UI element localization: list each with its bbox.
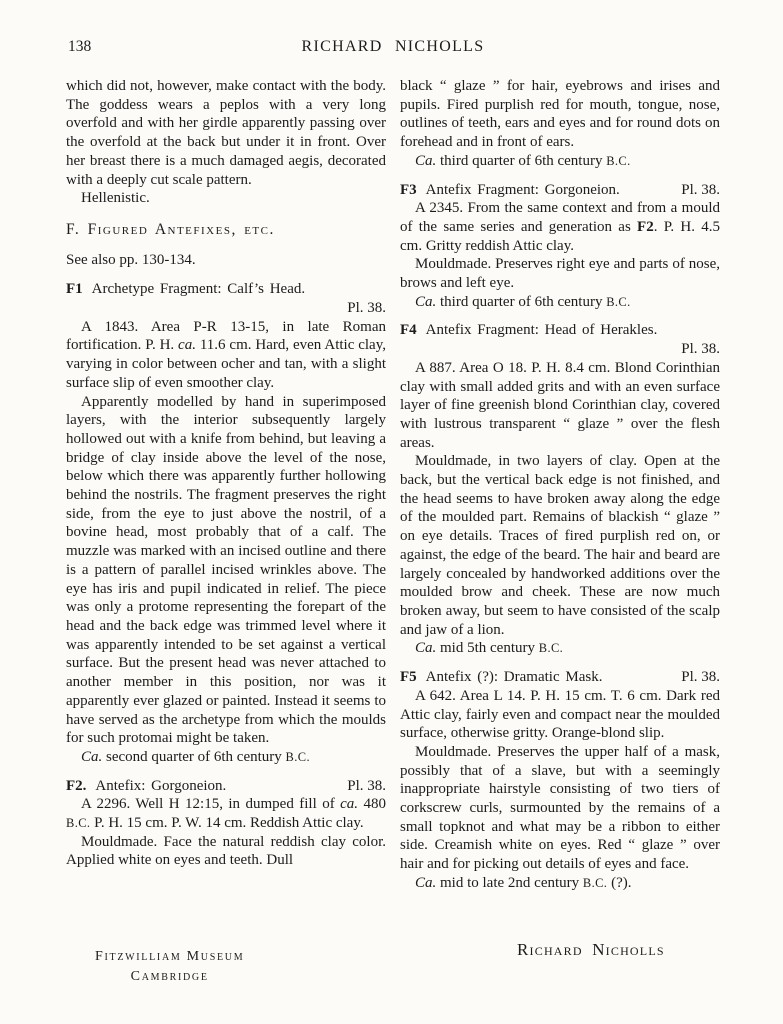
entry-number: F5 (400, 669, 417, 686)
entry-heading-row (66, 280, 386, 299)
entry-title: Antefix Fragment: Gorgoneion. (425, 181, 620, 198)
entry-title: Antefix Fragment: Head of Herakles. (425, 322, 658, 339)
entry-heading-row (66, 777, 386, 796)
plate-line (66, 299, 386, 318)
entry-number: F2. (66, 777, 87, 794)
entry-number: F1 (66, 281, 83, 298)
entry-heading-f4 (400, 321, 720, 358)
entry-f2-description: A 2296. Well H 12:15, in dumped fill of ca. 480 B.C. P. H. 15 cm. P. W. 14 cm. Reddish Attic clay. (66, 796, 387, 832)
plate-reference: Pl. 38. (681, 341, 720, 358)
date-line-f3: Ca. third quarter of 6th century B.C. (415, 293, 631, 310)
date-line-f2: Ca. third quarter of 6th century B.C. (415, 152, 631, 169)
entry-heading-f2 (66, 777, 386, 796)
entry-heading-text (66, 777, 226, 796)
entry-f5-description-2: Mouldmade. Preserves the upper half of a mask, possibly that of a slave, but with a seemingly inappropriate hairstyle consisting of two tiers of corkscrew curls, surmounted by the remains of a small topknot and what may be a ribbon to either side. Creamish white on eyes. Red “ glaze ” over hair and for picking out details of eyes and face. (400, 743, 720, 873)
paragraph-continuation: black “ glaze ” for hair, eyebrows and irises and pupils. Fired purplish red for mouth, tongue, nose, outlines of teeth, ears and eyes and for round dots on forehead and in front of ears. (400, 78, 720, 151)
section-heading-figured-antefixes: F. Figured Antefixes, etc. (66, 220, 275, 238)
plate-reference: Pl. 38. (347, 777, 386, 794)
paragraph-hellenistic: Hellenistic. (81, 190, 150, 207)
entry-number: F3 (400, 181, 417, 198)
right-column (400, 77, 720, 893)
entry-heading-f1 (66, 280, 386, 317)
entry-f4-description: A 887. Area O 18. P. H. 8.4 cm. Blond Corinthian clay with small added grits and with an even surface layer of fine greenish blond Corinthian clay, covered with lustrous transparent “ glaze ” over the flesh areas. (400, 359, 720, 451)
entry-heading-f3 (400, 181, 720, 200)
entry-heading-text (400, 668, 602, 687)
institution-name: Fitzwilliam Museum (95, 949, 245, 964)
entry-heading-text (66, 280, 305, 299)
paragraph-continuation: which did not, however, make contact with the body. The goddess wears a peplos with a very long overfold and with her girdle apparently passing over the overfold at the back but under it in front. Over her breast there is a much damaged aegis, decorated with a deeply cut scale pattern. (66, 78, 386, 188)
entry-heading-row (400, 181, 720, 200)
author-signature: Richard Nicholls (517, 940, 665, 959)
entry-title: Antefix (?): Dramatic Mask. (425, 669, 603, 686)
institution-signature (95, 947, 244, 986)
entry-heading-text (400, 321, 657, 340)
left-column (66, 77, 386, 893)
entry-f5-description: A 642. Area L 14. P. H. 15 cm. T. 6 cm. Dark red Attic clay, fairly even and compact near the moulded surface, otherwise gritty. Orange-blond slip. (400, 687, 720, 742)
text-columns (66, 77, 720, 893)
entry-f2-description-2: Mouldmade. Face the natural reddish clay color. Applied white on eyes and teeth. Dull (66, 833, 386, 869)
entry-f4-description-2: Mouldmade, in two layers of clay. Open at the back, but the vertical back edge is not finished, and the head seems to have broken away along the edge of the moulded part. Remains of blackish “ glaze ” on eye details. Traces of fired purplish red on, or against, the edge of the beard. The hair and beard are largely concealed by handworked additions over the moulded brow and cheek. These are now much broken away, but seem to have consisted of the scalp and jaw of a lion. (400, 453, 720, 638)
entry-heading-f5 (400, 668, 720, 687)
entry-title: Antefix: Gorgoneion. (95, 777, 227, 794)
plate-reference: Pl. 38. (681, 181, 720, 198)
entry-title: Archetype Fragment: Calf’s Head. (91, 281, 306, 298)
entry-f3-description: A 2345. From the same context and from a mould of the same series and generation as F2. P. H. 4.5 cm. Gritty reddish Attic clay. (400, 200, 720, 254)
page-number: 138 (68, 38, 92, 55)
entry-heading-text (400, 181, 620, 200)
see-also-note: See also pp. 130-134. (66, 251, 196, 268)
entry-number: F4 (400, 322, 417, 339)
plate-line (400, 340, 720, 359)
plate-reference: Pl. 38. (347, 300, 386, 317)
date-line-f1: Ca. second quarter of 6th century B.C. (81, 748, 310, 765)
page-header (66, 38, 720, 60)
entry-f3-description-2: Mouldmade. Preserves right eye and parts of nose, brows and left eye. (400, 256, 720, 292)
date-line-f5: Ca. mid to late 2nd century B.C. (?). (415, 874, 632, 891)
plate-reference: Pl. 38. (681, 669, 720, 686)
entry-heading-row (400, 668, 720, 687)
entry-f1-description: A 1843. Area P-R 13-15, in late Roman fortification. P. H. ca. 11.6 cm. Hard, even Attic clay, varying in color between ocher and tan, with a slight surface slip of even smoother clay. (66, 318, 386, 391)
institution-city: Cambridge (130, 968, 209, 984)
date-line-f4: Ca. mid 5th century B.C. (415, 640, 564, 657)
running-title: RICHARD NICHOLLS (301, 38, 485, 55)
entry-f1-description-2: Apparently modelled by hand in superimposed layers, with the interior subsequently largely hollowed out with a knife from behind, but leaving a bridge of clay inside above the level of the nose, below which there was apparently further hollowing behind the nostrils. The fragment preserves the right side, from the eye to just above the nostril, of a bovine head, most probably that of a calf. The muzzle was marked with an incised outline and there is a pattern of parallel incised wrinkles above. The eye has iris and pupil indicated in relief. The piece was only a protome representing the forepart of the head and the back edge was trimmed level where it was apparently intended to be set against a vertical surface. But the present head was never attached to another member in this position, nor was it apparently ever glazed or painted. Instead it seems to have served as the archetype from which the moulds for such protomai might be taken. (66, 393, 386, 747)
entry-heading-row (400, 321, 720, 340)
